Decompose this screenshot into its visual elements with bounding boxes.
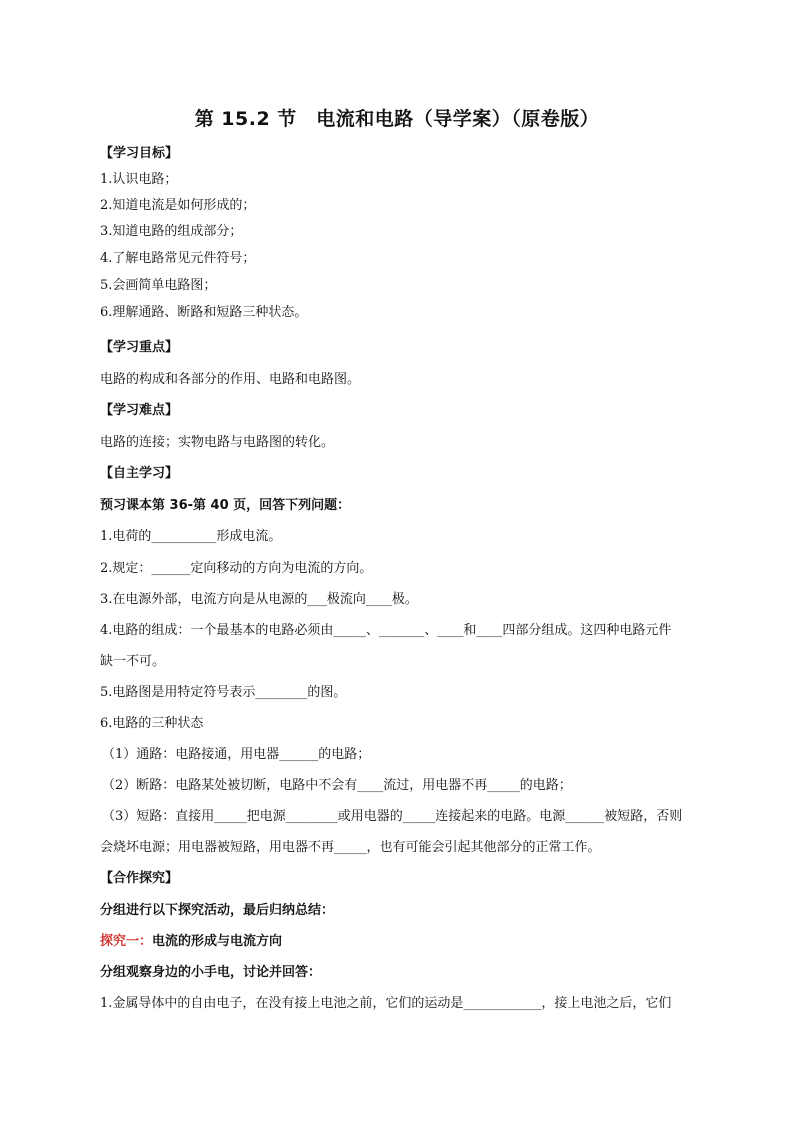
goal-item: 6.理解通路、断路和短路三种状态。 xyxy=(100,305,308,320)
goal-item: 4.了解电路常见元件符号； xyxy=(100,251,256,266)
explore-heading xyxy=(100,934,720,950)
difficulty-text: 电路的连接；实物电路与电路图的转化。 xyxy=(100,435,335,450)
question-line: 会烧坏电源；用电器被短路，用电器不再_____，也有可能会引起其他部分的正常工作。 xyxy=(100,840,601,855)
cooperation-intro: 分组进行以下探究活动，最后归纳总结： xyxy=(100,903,335,918)
goal-item: 5.会画简单电路图； xyxy=(100,278,217,293)
section-heading-difficulty: 【学习难点】 xyxy=(100,403,179,418)
question-line: （3）短路：直接用_____把电源________或用电器的_____连接起来的电路。电源______被短路，否则 xyxy=(102,809,683,824)
question-line: 4.电路的组成：一个最基本的电路必须由_____、_______、____和____四部分组成。这四种电路元件 xyxy=(100,623,672,638)
question-line: 2.规定：______定向移动的方向为电流的方向。 xyxy=(100,561,373,576)
section-heading-self-study: 【自主学习】 xyxy=(100,466,179,481)
section-heading-goals: 【学习目标】 xyxy=(100,146,179,161)
goal-item: 1.认识电路； xyxy=(100,172,178,187)
question-line: （2）断路：电路某处被切断，电路中不会有____流过，用电器不再_____的电路； xyxy=(102,778,572,793)
question-line: 1.金属导体中的自由电子，在没有接上电池之前，它们的运动是____________，接上电池之后，它们 xyxy=(100,996,672,1011)
goal-item: 3.知道电路的组成部分； xyxy=(100,224,243,239)
question-line: 1.电荷的__________形成电流。 xyxy=(100,529,282,544)
question-line: （1）通路：电路接通，用电器______的电路； xyxy=(102,747,371,762)
explore-title: 电流的形成与电流方向 xyxy=(152,934,283,949)
question-line: 6.电路的三种状态 xyxy=(100,716,204,731)
question-line: 3.在电源外部，电流方向是从电源的___极流向____极。 xyxy=(100,592,418,607)
self-study-intro: 预习课本第 36-第 40 页，回答下列问题： xyxy=(100,498,351,513)
observe-instruction: 分组观察身边的小手电，讨论并回答： xyxy=(100,965,322,980)
key-text: 电路的构成和各部分的作用、电路和电路图。 xyxy=(100,372,361,387)
explore-label: 探究一： xyxy=(100,934,153,949)
section-heading-cooperation: 【合作探究】 xyxy=(100,871,179,886)
section-heading-key: 【学习重点】 xyxy=(100,340,179,355)
question-line: 5.电路图是用特定符号表示________的图。 xyxy=(100,685,347,700)
question-line: 缺一不可。 xyxy=(100,654,166,669)
goal-item: 2.知道电流是如何形成的； xyxy=(100,198,256,213)
page-title: 第 15.2 节 电流和电路（导学案）（原卷版） xyxy=(194,108,600,130)
